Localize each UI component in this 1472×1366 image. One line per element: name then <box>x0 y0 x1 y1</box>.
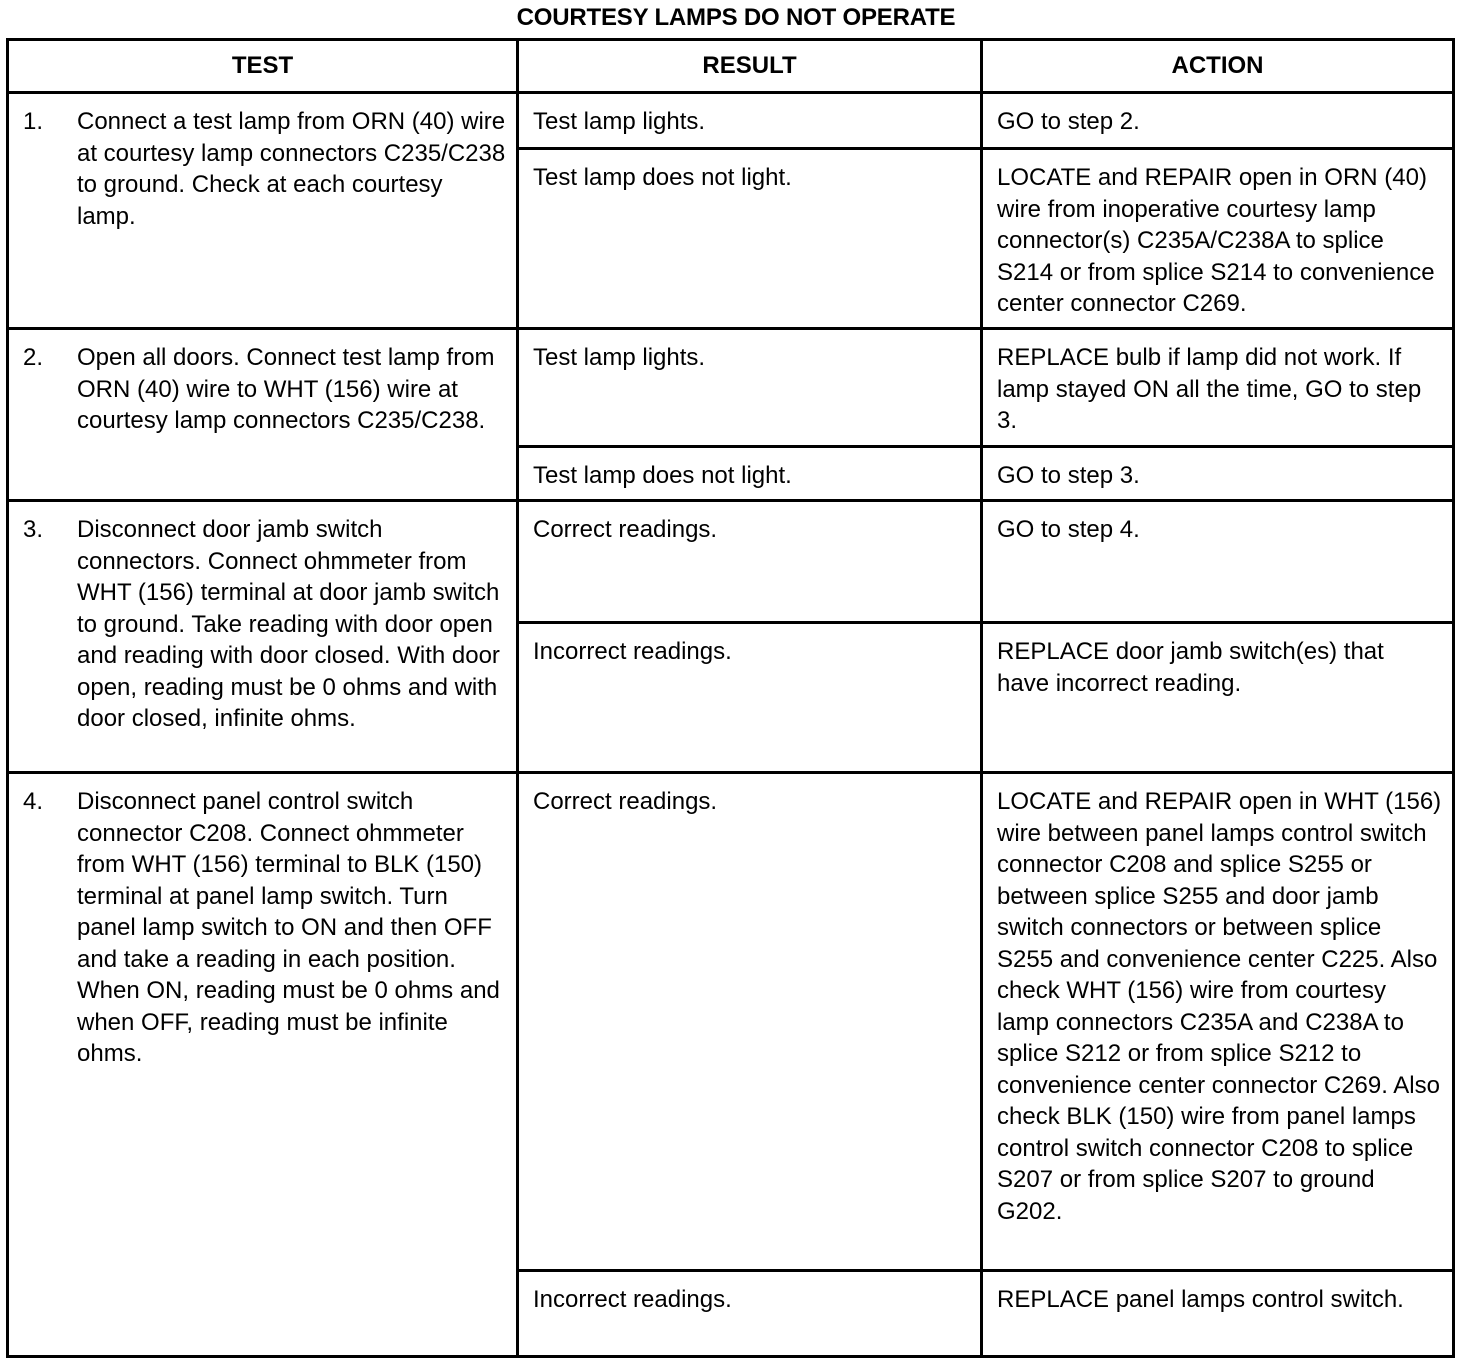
page-title: COURTESY LAMPS DO NOT OPERATE <box>516 4 956 31</box>
result-cell: Test lamp lights. <box>518 93 982 149</box>
action-cell: REPLACE panel lamps control switch. <box>982 1271 1454 1357</box>
test-text: Connect a test lamp from ORN (40) wire at courtesy lamp connectors C235/C238 to ground. Check at each courtesy lamp. <box>77 108 506 230</box>
test-cell <box>8 501 518 773</box>
table-row <box>8 773 1454 1271</box>
header-result: RESULT <box>518 40 982 93</box>
result-cell: Test lamp lights. <box>518 329 982 447</box>
test-cell <box>8 93 518 329</box>
step-number: 3. <box>23 516 44 543</box>
result-cell: Incorrect readings. <box>518 1271 982 1357</box>
action-cell: LOCATE and REPAIR open in WHT (156) wire between panel lamps control switch connector C208 and splice S255 or between splice S255 and door jamb switch connectors or between splice S255 and convenience center C225. Also check WHT (156) wire from courtesy lamp connectors C235A and C238A to splice S212 or from splice S212 to convenience center connector C269. Also check BLK (150) wire from panel lamps control switch connector C208 to splice S207 or from splice S207 to ground G202. <box>982 773 1454 1271</box>
header-row <box>8 40 1454 93</box>
table-row <box>8 501 1454 623</box>
action-cell: GO to step 4. <box>982 501 1454 623</box>
result-cell: Correct readings. <box>518 501 982 623</box>
action-cell: REPLACE bulb if lamp did not work. If lamp stayed ON all the time, GO to step 3. <box>982 329 1454 447</box>
test-text: Disconnect door jamb switch connectors. Connect ohmmeter from WHT (156) terminal at door jamb switch to ground. Take reading with door open and reading with door closed. With door open, reading must be 0 ohms and with door closed, infinite ohms. <box>77 516 500 732</box>
result-cell: Incorrect readings. <box>518 623 982 773</box>
header-test: TEST <box>8 40 518 93</box>
action-cell: LOCATE and REPAIR open in ORN (40) wire from inoperative courtesy lamp connector(s) C235A/C238A to splice S214 or from splice S214 to convenience center connector C269. <box>982 149 1454 329</box>
header-action: ACTION <box>982 40 1454 93</box>
table-row <box>8 329 1454 447</box>
diagnostic-table <box>6 38 1455 1358</box>
test-cell <box>8 773 518 1357</box>
action-cell: GO to step 3. <box>982 447 1454 501</box>
table-row <box>8 93 1454 149</box>
step-number: 4. <box>23 788 44 815</box>
result-cell: Correct readings. <box>518 773 982 1271</box>
test-cell <box>8 329 518 501</box>
step-number: 2. <box>23 344 44 371</box>
step-number: 1. <box>23 108 44 135</box>
test-text: Open all doors. Connect test lamp from ORN (40) wire to WHT (156) wire at courtesy lamp connectors C235/C238. <box>77 344 495 434</box>
test-text: Disconnect panel control switch connector C208. Connect ohmmeter from WHT (156) terminal to BLK (150) terminal at panel lamp switch. Turn panel lamp switch to ON and then OFF and take a reading in each position. When ON, reading must be 0 ohms and when OFF, reading must be infinite ohms. <box>77 788 500 1067</box>
result-cell: Test lamp does not light. <box>518 447 982 501</box>
action-cell: GO to step 2. <box>982 93 1454 149</box>
action-cell: REPLACE door jamb switch(es) that have incorrect reading. <box>982 623 1454 773</box>
result-cell: Test lamp does not light. <box>518 149 982 329</box>
